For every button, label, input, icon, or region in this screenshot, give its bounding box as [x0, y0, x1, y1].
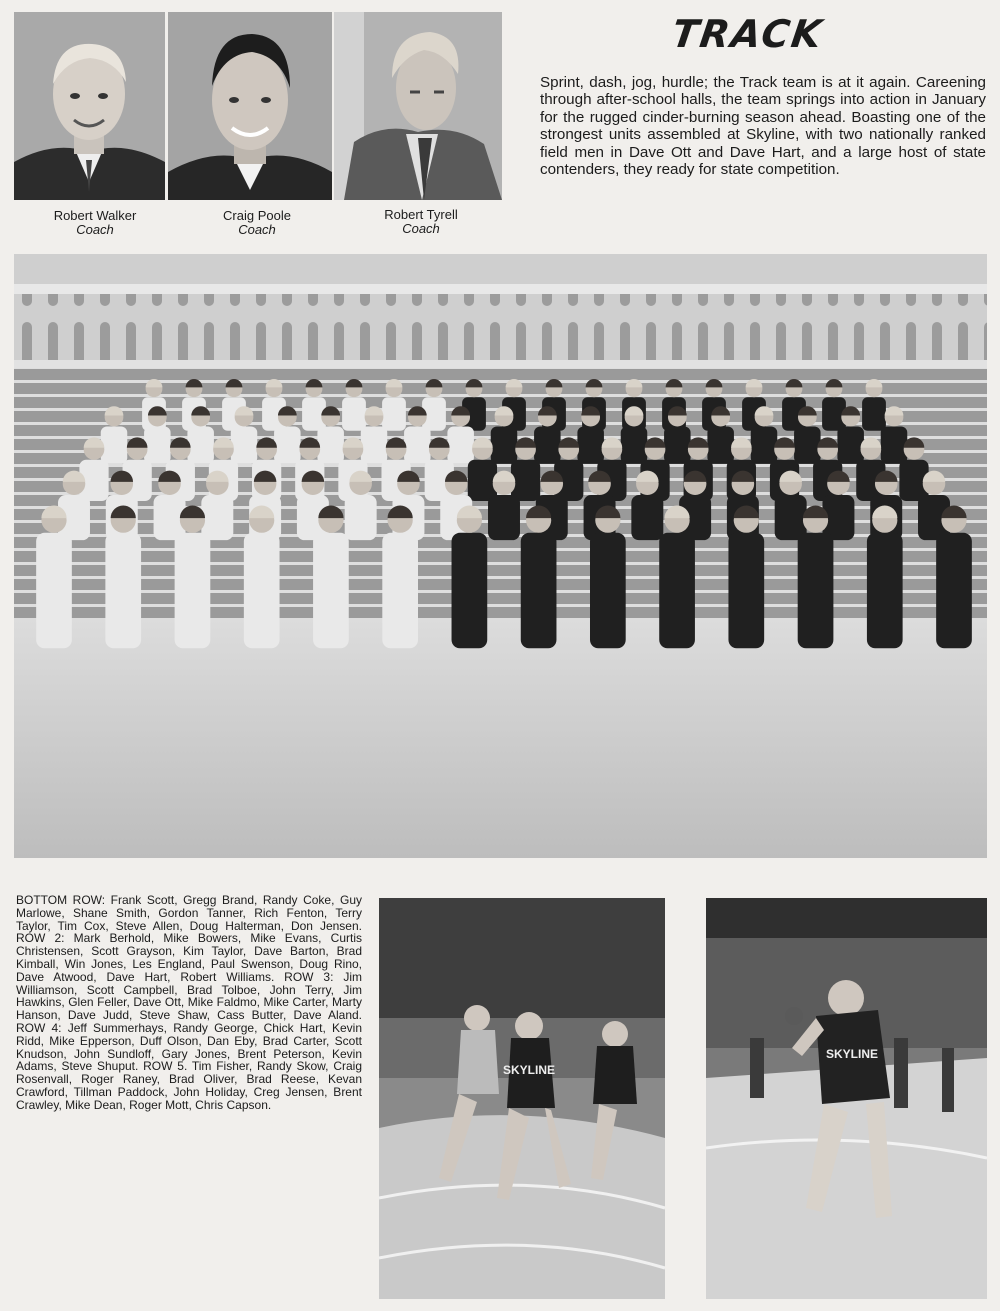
- team-member-figure: [154, 471, 186, 541]
- team-member-figure: [187, 406, 214, 464]
- team-member-figure: [621, 406, 648, 464]
- team-member-figure: [491, 406, 518, 464]
- team-member-figure: [231, 406, 258, 464]
- team-member-figure: [342, 379, 366, 431]
- coach-name: Craig Poole: [223, 208, 291, 223]
- coach-photo-walker: [14, 12, 165, 200]
- team-member-figure: [751, 406, 778, 464]
- team-photo: [14, 254, 987, 858]
- team-member-figure: [345, 471, 377, 541]
- coach-caption-poole: [176, 209, 338, 237]
- page-title: TRACK: [669, 12, 827, 56]
- team-member-figure: [201, 471, 233, 541]
- team-member-figure: [511, 437, 540, 501]
- intro-paragraph: Sprint, dash, jog, hurdle; the Track team is at it again. Careening through after-school halls, the team springs into action in January for the rugged cinder-burning season ahead. Boasting one of the strongest units assembled at Skyline, with two nationally ranked field men in Dave Ott and Dave Hart, and a large host of state contenders, they ready for state competition.: [540, 74, 986, 179]
- team-member-figure: [707, 406, 734, 464]
- team-roster: BOTTOM ROW: Frank Scott, Gregg Brand, Randy Coke, Guy Marlowe, Shane Smith, Gordon Tanner, Rich Fenton, Terry Taylor, Tim Cox, Steve Allen, Doug Halterman, Don Jensen. ROW 2: Mark Berhold, Mike Bowers, Mike Evans, Curtis Christensen, Scott Grayson, Kim Taylor, Dave Barton, Brad Kimball, Win Jones, Les England, Paul Swenson, Doug Rino, Dave Atwood, Dave Hart, Robert Williams. ROW 3: Jim Williamson, Scott Campbell, Brad Tolboe, John Terry, Jim Hawkins, Glen Feller, Dave Ott, Mike Faldmo, Mike Carter, Marty Hanson, Dave Judd, Steve Shaw, Cass Butter, Dave Aland. ROW 4: Jeff Summerhays, Randy George, Chick Hart, Kevin Ridd, Mike Epperson, Duff Olson, Dan Eby, Brad Carter, Scott Knudson, John Sundloff, Gary Jones, Brent Peterson, Kevin Adams, Steve Shuput. ROW 5. Tim Fisher, Randy Skow, Craig Rosenvall, Roger Raney, Brad Oliver, Brad Reese, Kevan Crawford, Tillman Paddock, John Holiday, Creg Jensen, Brent Crawley, Mike Dean, Roger Mott, Chris Capson.: [16, 893, 362, 1112]
- team-member-figure: [317, 406, 344, 464]
- shotput-photo: [706, 898, 987, 1299]
- team-member-figure: [631, 471, 663, 541]
- team-member-figure: [837, 406, 864, 464]
- team-member-figure: [534, 406, 561, 464]
- runners-photo: [379, 898, 665, 1299]
- coach-role: Coach: [76, 222, 114, 237]
- team-member-figure: [79, 437, 108, 501]
- coach-caption-tyrell: [340, 208, 502, 236]
- team-member-figure: [274, 406, 301, 464]
- coach-name: Robert Walker: [53, 208, 137, 223]
- team-member-figure: [775, 471, 807, 541]
- team-member-figure: [58, 471, 90, 541]
- team-member-figure: [664, 406, 691, 464]
- coach-caption-walker: [14, 209, 176, 237]
- coach-photo-tyrell: [334, 12, 502, 200]
- team-member-figure: [422, 379, 446, 431]
- team-member-figure: [822, 471, 854, 541]
- team-member-figure: [488, 471, 520, 541]
- jersey-lettering: SKYLINE: [825, 1047, 879, 1061]
- team-member-figure: [822, 379, 846, 431]
- team-member-figure: [577, 406, 604, 464]
- team-member-figure: [302, 379, 326, 431]
- team-member-figure: [881, 406, 908, 464]
- team-member-figure: [794, 406, 821, 464]
- team-member-figure: [918, 471, 950, 541]
- team-member-figure: [382, 379, 406, 431]
- team-member-figure: [144, 406, 171, 464]
- team-member-figure: [862, 379, 886, 431]
- team-member-figure: [447, 406, 474, 464]
- team-member-figure: [404, 406, 431, 464]
- team-member-figure: [468, 437, 497, 501]
- team-member-figure: [361, 406, 388, 464]
- jersey-lettering: SKYLINE: [502, 1063, 556, 1077]
- coach-name: Robert Tyrell: [384, 207, 458, 222]
- team-member-figure: [899, 437, 928, 501]
- coach-role: Coach: [238, 222, 276, 237]
- coach-photo-poole: [168, 12, 332, 200]
- team-member-figure: [101, 406, 128, 464]
- coach-role: Coach: [402, 221, 440, 236]
